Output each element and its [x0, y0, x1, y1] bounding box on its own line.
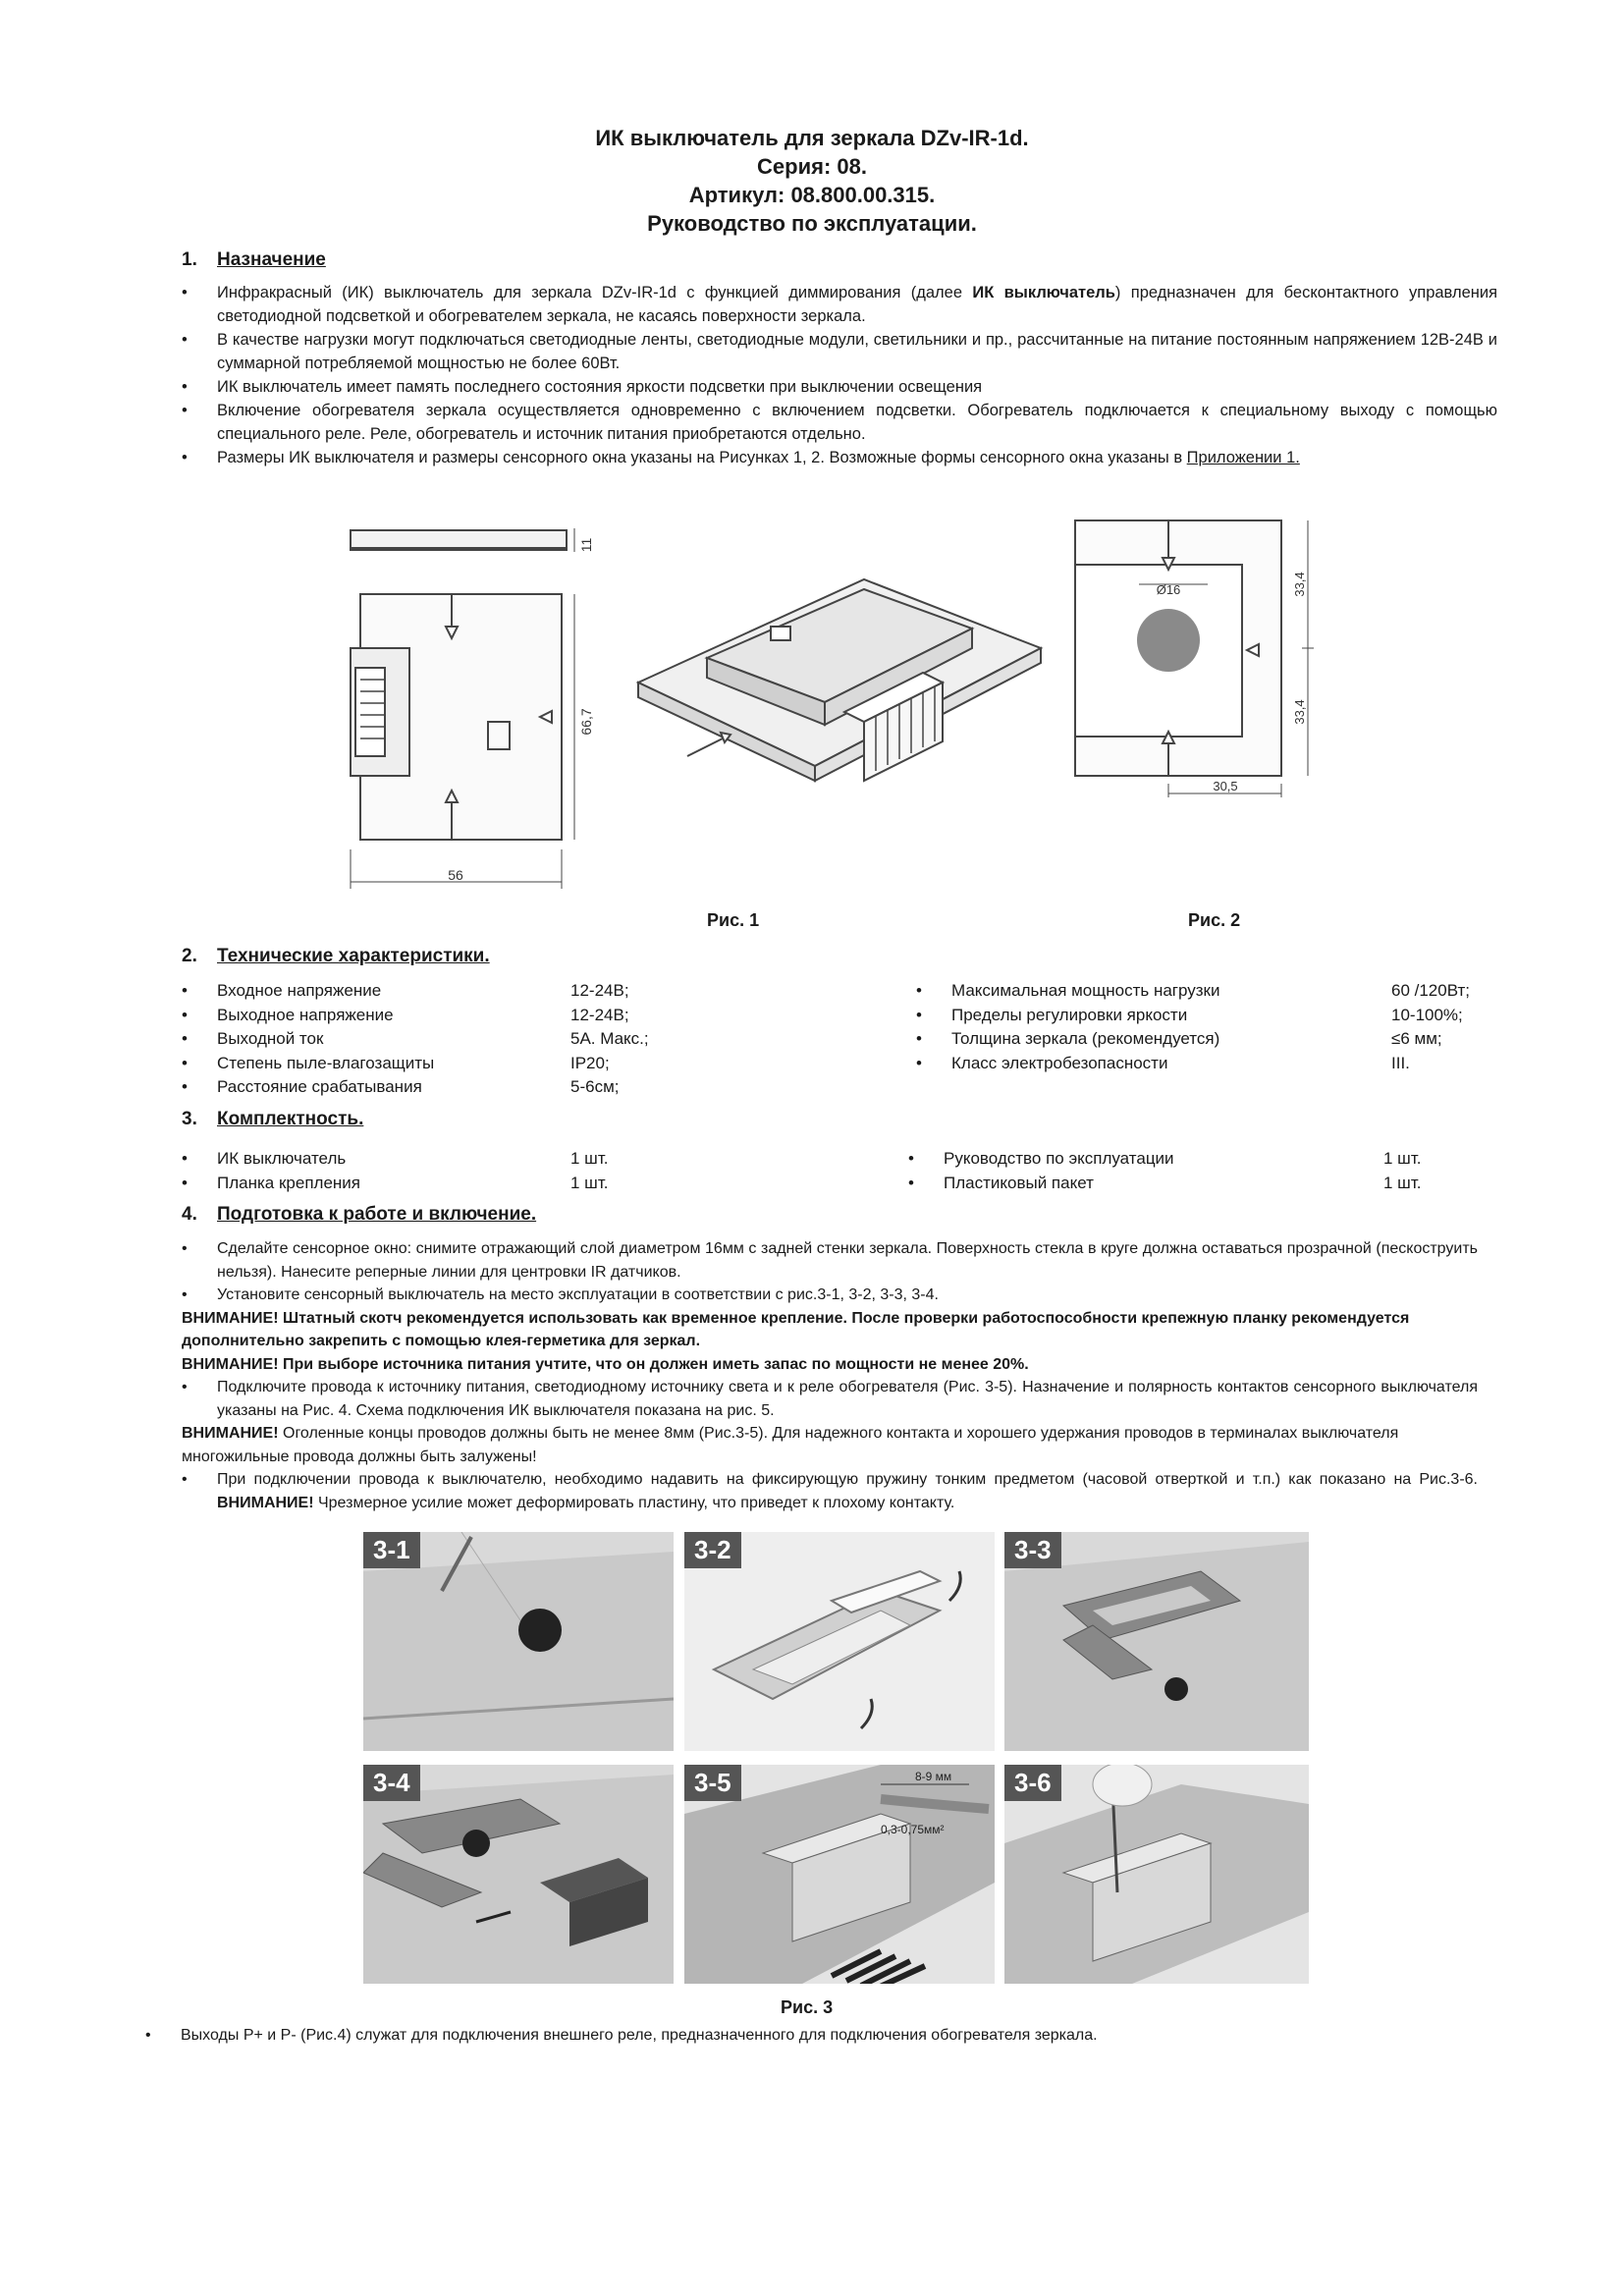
- list-item: • ИК выключатель имеет память последнего состояния яркости подсветки при выключении освещения: [182, 375, 1497, 399]
- dim-width: 30,5: [1213, 779, 1238, 793]
- section-2-heading: 2. Технические характеристики.: [182, 946, 490, 966]
- figure-2-caption: Рис. 2: [1188, 910, 1241, 930]
- step-label: 3-6: [1004, 1765, 1061, 1801]
- photo-3-6: [1004, 1765, 1309, 1984]
- title-line-1: ИК выключатель для зеркала DZv-IR-1d.: [595, 126, 1029, 150]
- photo-3-3: [1004, 1532, 1309, 1751]
- step-label: 3-4: [363, 1765, 420, 1801]
- step-label: 3-2: [684, 1532, 741, 1568]
- title-line-3: Артикул: 08.800.00.315.: [688, 183, 936, 207]
- title-line-4: Руководство по эксплуатации.: [647, 211, 977, 236]
- footer-list: [145, 2024, 1500, 2048]
- list-item: • При подключении провода к выключателю, необходимо надавить на фиксирующую пружину тонким предметом (часовой отверткой и т.п.) как показано на Рис.3-6. ВНИМАНИЕ! Чрезмерное усилие может деформировать пластину, что приведет к плохому контакту.: [182, 1468, 1478, 1514]
- photo-3-2: [684, 1532, 995, 1751]
- document-title: [0, 124, 1624, 238]
- figure-2-drawing: [1070, 511, 1326, 805]
- specs-left: [182, 979, 731, 1100]
- spec-row: • Входное напряжение 12-24В;: [182, 979, 731, 1004]
- kit-right: [908, 1147, 1497, 1195]
- spec-row: • Степень пыле-влагозащиты IP20;: [182, 1052, 731, 1076]
- figure-1-caption: Рис. 1: [707, 910, 760, 930]
- spec-row: • Толщина зеркала (рекомендуется) ≤6 мм;: [916, 1027, 1505, 1052]
- section-4-list: [182, 1237, 1478, 1514]
- list-item: • Включение обогревателя зеркала осуществляется одновременно с включением подсветки. Обогреватель подключается к специальному выходу с помощью специального реле. Реле, обогреватель и источник питания приобретаются отдельно.: [182, 399, 1497, 446]
- list-item: • Выходы Р+ и Р- (Рис.4) служат для подключения внешнего реле, предназначенного для подключения обогревателя зеркала.: [145, 2024, 1500, 2048]
- sensor-window-circle: [1137, 609, 1200, 672]
- kit-row: • ИК выключатель 1 шт.: [182, 1147, 731, 1172]
- photo-3-1: [363, 1532, 674, 1751]
- photo-3-4: [363, 1765, 674, 1984]
- section-3-heading: 3. Комплектность.: [182, 1109, 364, 1129]
- dim-circle: Ø16: [1156, 582, 1181, 597]
- spec-row: • Класс электробезопасности III.: [916, 1052, 1505, 1076]
- step-label: 3-5: [684, 1765, 741, 1801]
- figure-3-caption: Рис. 3: [781, 1997, 834, 2017]
- dim-bottom: 33,4: [1292, 699, 1307, 725]
- spec-row: • Максимальная мощность нагрузки 60 /120Вт;: [916, 979, 1505, 1004]
- kit-left: [182, 1147, 731, 1195]
- title-line-2: Серия: 08.: [757, 154, 867, 179]
- specs-right: [916, 979, 1505, 1075]
- list-item: • Подключите провода к источнику питания, светодиодному источнику света и к реле обогревателя (Рис. 3-5). Назначение и полярность контактов сенсорного выключателя указаны на Рис. 4. Схема подключения ИК выключателя показана на рис. 5.: [182, 1376, 1478, 1422]
- strip-length-label: 8-9 мм: [915, 1770, 952, 1783]
- kit-row: • Руководство по эксплуатации 1 шт.: [908, 1147, 1497, 1172]
- spec-row: • Расстояние срабатывания 5-6см;: [182, 1075, 731, 1100]
- list-item: • Установите сенсорный выключатель на место эксплуатации в соответствии с рис.3-1, 3-2, 3-3, 3-4.: [182, 1284, 1478, 1307]
- list-item: • В качестве нагрузки могут подключаться светодиодные ленты, светодиодные модули, светильники и пр., рассчитанные на питание постоянным напряжением 12В-24В и суммарной потребляемой мощностью не более 60Вт.: [182, 328, 1497, 375]
- step-label: 3-1: [363, 1532, 420, 1568]
- list-item: • Сделайте сенсорное окно: снимите отражающий слой диаметром 16мм с задней стенки зеркала. Поверхность стекла в круге должна оставаться прозрачной (пескоструить нельзя). Нанесите реперные линии для центровки IR датчиков.: [182, 1237, 1478, 1284]
- section-4-heading: 4. Подготовка к работе и включение.: [182, 1204, 537, 1225]
- photo-3-5: [684, 1765, 995, 1984]
- kit-row: • Планка крепления 1 шт.: [182, 1172, 731, 1196]
- appendix-link[interactable]: Приложении 1.: [1186, 449, 1300, 466]
- warning-text: ВНИМАНИЕ! Штатный скотч рекомендуется использовать как временное крепление. После проверки работоспособности крепежную планку рекомендуется дополнительно закрепить с помощью клея-герметика для зеркал.: [182, 1309, 1410, 1349]
- section-1-list: [182, 281, 1497, 469]
- warning-text: ВНИМАНИЕ! Оголенные концы проводов должны быть не менее 8мм (Рис.3-5). Для надежного контакта и хорошего удержания проводов в терминалах выключателя многожильные провода должны быть залужены!: [182, 1425, 1399, 1465]
- dim-height-top: 11: [578, 537, 594, 553]
- list-item: • Инфракрасный (ИК) выключатель для зеркала DZv-IR-1d с функцией диммирования (далее ИК выключатель) предназначен для бесконтактного управления светодиодной подсветкой и обогревателем зеркала, не касаясь поверхности зеркала.: [182, 281, 1497, 328]
- dim-height: 66,7: [578, 708, 594, 736]
- dim-width: 56: [448, 867, 463, 883]
- spec-row: • Выходное напряжение 12-24В;: [182, 1004, 731, 1028]
- wire-section-label: 0,3-0,75мм²: [881, 1823, 945, 1836]
- warning-text: ВНИМАНИЕ! При выборе источника питания учтите, что он должен иметь запас по мощности не менее 20%.: [182, 1355, 1029, 1373]
- section-1-heading: 1. Назначение: [182, 249, 326, 270]
- list-item: • Размеры ИК выключателя и размеры сенсорного окна указаны на Рисунках 1, 2. Возможные формы сенсорного окна указаны в Приложении 1.: [182, 446, 1497, 469]
- step-label: 3-3: [1004, 1532, 1061, 1568]
- spec-row: • Пределы регулировки яркости 10-100%;: [916, 1004, 1505, 1028]
- kit-row: • Пластиковый пакет 1 шт.: [908, 1172, 1497, 1196]
- dim-top: 33,4: [1292, 572, 1307, 597]
- spec-row: • Выходной ток 5А. Макс.;: [182, 1027, 731, 1052]
- figure-1-drawing: [334, 511, 1060, 894]
